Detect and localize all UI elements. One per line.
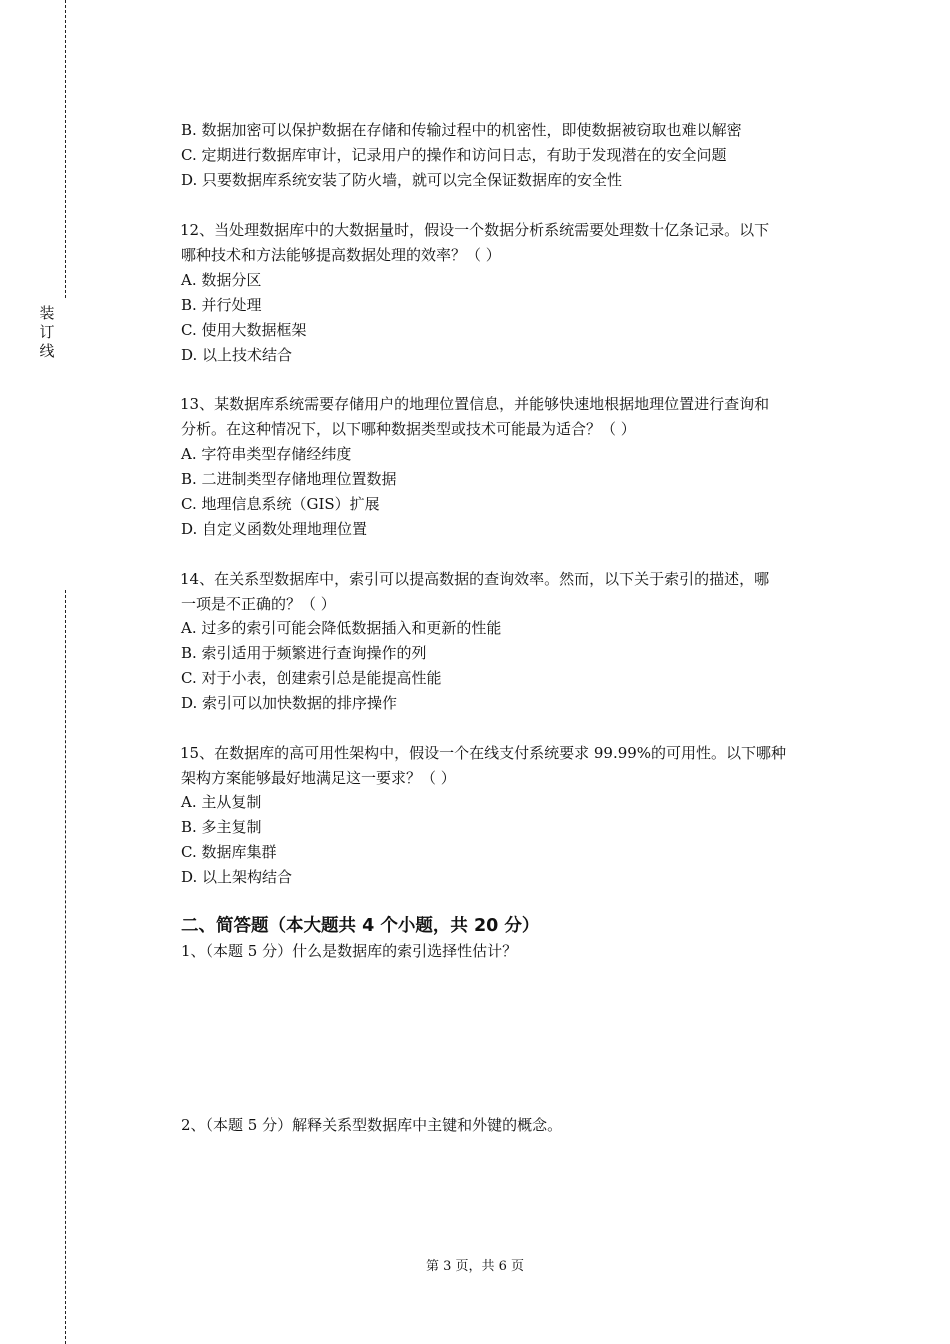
- binding-label: [36, 304, 58, 361]
- section2-question-2: 2、（本题 5 分）解释关系型数据库中主键和外键的概念。: [181, 1116, 563, 1134]
- q14-option-b: B. 索引适用于频繁进行查询操作的列: [181, 644, 427, 662]
- binding-char-1: 装: [39, 304, 55, 322]
- q12-option-b: B. 并行处理: [181, 296, 262, 314]
- q13-stem-line2: 分析。在这种情况下，以下哪种数据类型或技术可能最为适合？（ ）: [181, 420, 636, 438]
- q15-stem-line2: 架构方案能够最好地满足这一要求？（ ）: [181, 769, 456, 787]
- q15-option-d: D. 以上架构结合: [181, 868, 293, 886]
- q12-option-c: C. 使用大数据框架: [181, 321, 307, 339]
- binding-char-2: 订: [39, 323, 55, 341]
- q15-option-b: B. 多主复制: [181, 818, 262, 836]
- q13-option-c: C. 地理信息系统（GIS）扩展: [181, 495, 380, 513]
- section2-title: 二、简答题（本大题共 4 个小题，共 20 分）: [181, 916, 540, 936]
- q11-option-c: C. 定期进行数据库审计，记录用户的操作和访问日志，有助于发现潜在的安全问题: [181, 146, 727, 164]
- binding-dashed-line-top: [65, 0, 66, 298]
- q12-option-d: D. 以上技术结合: [181, 346, 293, 364]
- q12-stem-line2: 哪种技术和方法能够提高数据处理的效率？（ ）: [181, 246, 501, 264]
- q15-option-a: A. 主从复制: [181, 793, 262, 811]
- page-number-footer: 第 3 页，共 6 页: [425, 1259, 525, 1274]
- q14-stem-line2: 一项是不正确的？（ ）: [181, 595, 336, 613]
- q13-stem-line1: 13、某数据库系统需要存储用户的地理位置信息，并能够快速地根据地理位置进行查询和: [180, 395, 770, 413]
- q14-stem-line1: 14、在关系型数据库中，索引可以提高数据的查询效率。然而，以下关于索引的描述，哪: [180, 570, 770, 588]
- q14-option-a: A. 过多的索引可能会降低数据插入和更新的性能: [181, 619, 502, 637]
- q14-option-c: C. 对于小表，创建索引总是能提高性能: [181, 669, 442, 687]
- binding-dashed-line-bottom: [65, 590, 66, 1344]
- q13-option-d: D. 自定义函数处理地理位置: [181, 520, 368, 538]
- q15-option-c: C. 数据库集群: [181, 843, 277, 861]
- q12-stem-line1: 12、当处理数据库中的大数据量时，假设一个数据分析系统需要处理数十亿条记录。以下: [180, 221, 770, 239]
- q11-option-b: B. 数据加密可以保护数据在存储和传输过程中的机密性，即使数据被窃取也难以解密: [181, 121, 742, 139]
- q11-option-d: D. 只要数据库系统安装了防火墙，就可以完全保证数据库的安全性: [181, 171, 623, 189]
- q12-option-a: A. 数据分区: [181, 271, 262, 289]
- binding-char-3: 线: [39, 342, 55, 360]
- q15-stem-line1: 15、在数据库的高可用性架构中，假设一个在线支付系统要求 99.99%的可用性。以下哪种: [180, 744, 787, 762]
- q14-option-d: D. 索引可以加快数据的排序操作: [181, 694, 398, 712]
- section2-question-1: 1、（本题 5 分）什么是数据库的索引选择性估计？: [181, 942, 518, 960]
- q13-option-b: B. 二进制类型存储地理位置数据: [181, 470, 397, 488]
- q13-option-a: A. 字符串类型存储经纬度: [181, 445, 352, 463]
